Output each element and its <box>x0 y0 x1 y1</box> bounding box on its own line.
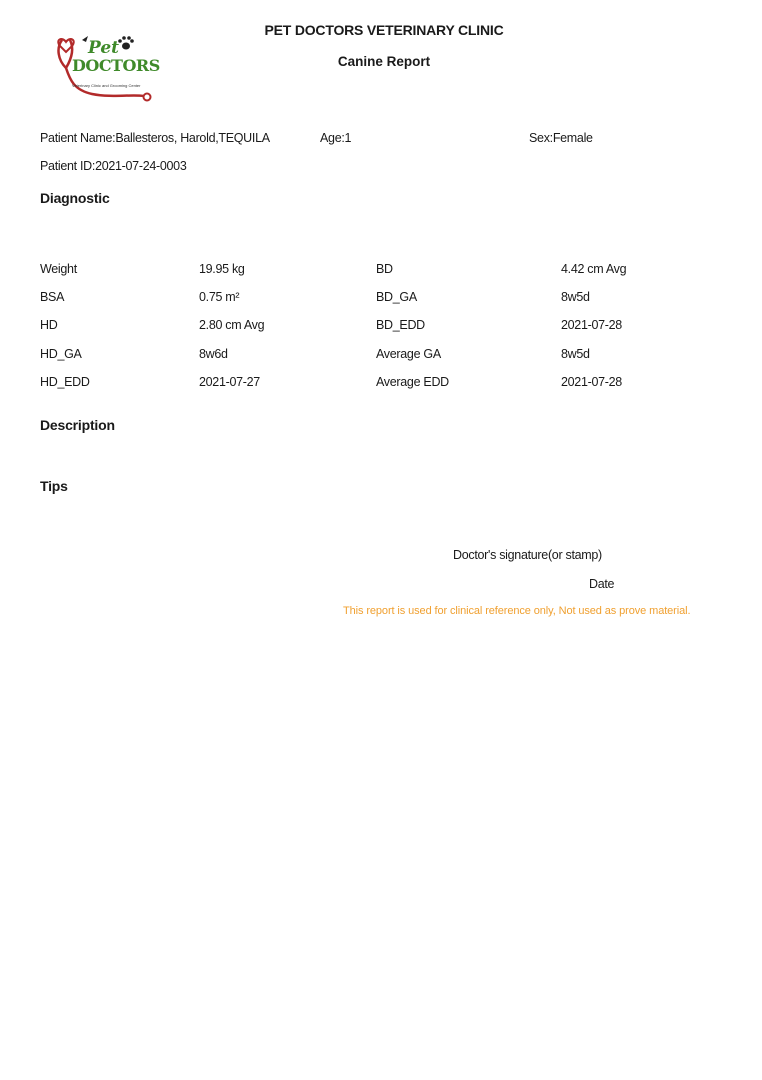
diag-label-average-edd: Average EDD <box>376 375 449 389</box>
diag-label-hd: HD <box>40 318 58 332</box>
diag-value-average-ga: 8w5d <box>561 347 590 361</box>
description-heading: Description <box>40 417 115 433</box>
patient-name <box>40 131 270 145</box>
diag-label-bd-ga: BD_GA <box>376 290 417 304</box>
patient-age <box>320 131 351 145</box>
diag-label-hd-ga: HD_GA <box>40 347 82 361</box>
patient-age-label: Age: <box>320 131 345 145</box>
diag-value-bd-edd: 2021-07-28 <box>561 318 622 332</box>
signature-label: Doctor's signature(or stamp) <box>453 548 602 562</box>
date-label: Date <box>589 577 615 591</box>
diag-value-bsa: 0.75 m² <box>199 290 240 304</box>
tips-heading: Tips <box>40 478 68 494</box>
diag-value-bd-ga: 8w5d <box>561 290 590 304</box>
clinic-name: PET DOCTORS VETERINARY CLINIC <box>264 22 504 38</box>
patient-id <box>40 159 186 173</box>
diag-label-average-ga: Average GA <box>376 347 441 361</box>
logo-word-doctors: DOCTORS <box>72 56 160 75</box>
logo-word-pet: Pet <box>88 38 119 58</box>
diag-value-weight: 19.95 kg <box>199 262 245 276</box>
disclaimer-text: This report is used for clinical reference only, Not used as prove material. <box>343 605 691 617</box>
patient-id-value: 2021-07-24-0003 <box>95 159 187 173</box>
patient-id-label: Patient ID: <box>40 159 96 173</box>
diag-label-weight: Weight <box>40 262 77 276</box>
logo-tagline: Veterinary Clinic and Grooming Center <box>72 83 141 88</box>
patient-name-value: Ballesteros, Harold,TEQUILA <box>115 131 270 145</box>
diagnostic-heading: Diagnostic <box>40 190 110 206</box>
patient-sex-label: Sex: <box>529 131 553 145</box>
diag-value-average-edd: 2021-07-28 <box>561 375 622 389</box>
patient-sex <box>529 131 593 145</box>
diag-value-bd: 4.42 cm Avg <box>561 262 627 276</box>
diag-label-bsa: BSA <box>40 290 65 304</box>
diag-label-bd: BD <box>376 262 393 276</box>
diag-value-hd: 2.80 cm Avg <box>199 318 265 332</box>
diag-value-hd-edd: 2021-07-27 <box>199 375 260 389</box>
diag-value-hd-ga: 8w6d <box>199 347 228 361</box>
patient-sex-value: Female <box>552 131 593 145</box>
patient-age-value: 1 <box>344 131 352 145</box>
patient-name-label: Patient Name: <box>40 131 116 145</box>
diag-label-hd-edd: HD_EDD <box>40 375 90 389</box>
report-title: Canine Report <box>337 54 431 69</box>
diag-label-bd-edd: BD_EDD <box>376 318 425 332</box>
